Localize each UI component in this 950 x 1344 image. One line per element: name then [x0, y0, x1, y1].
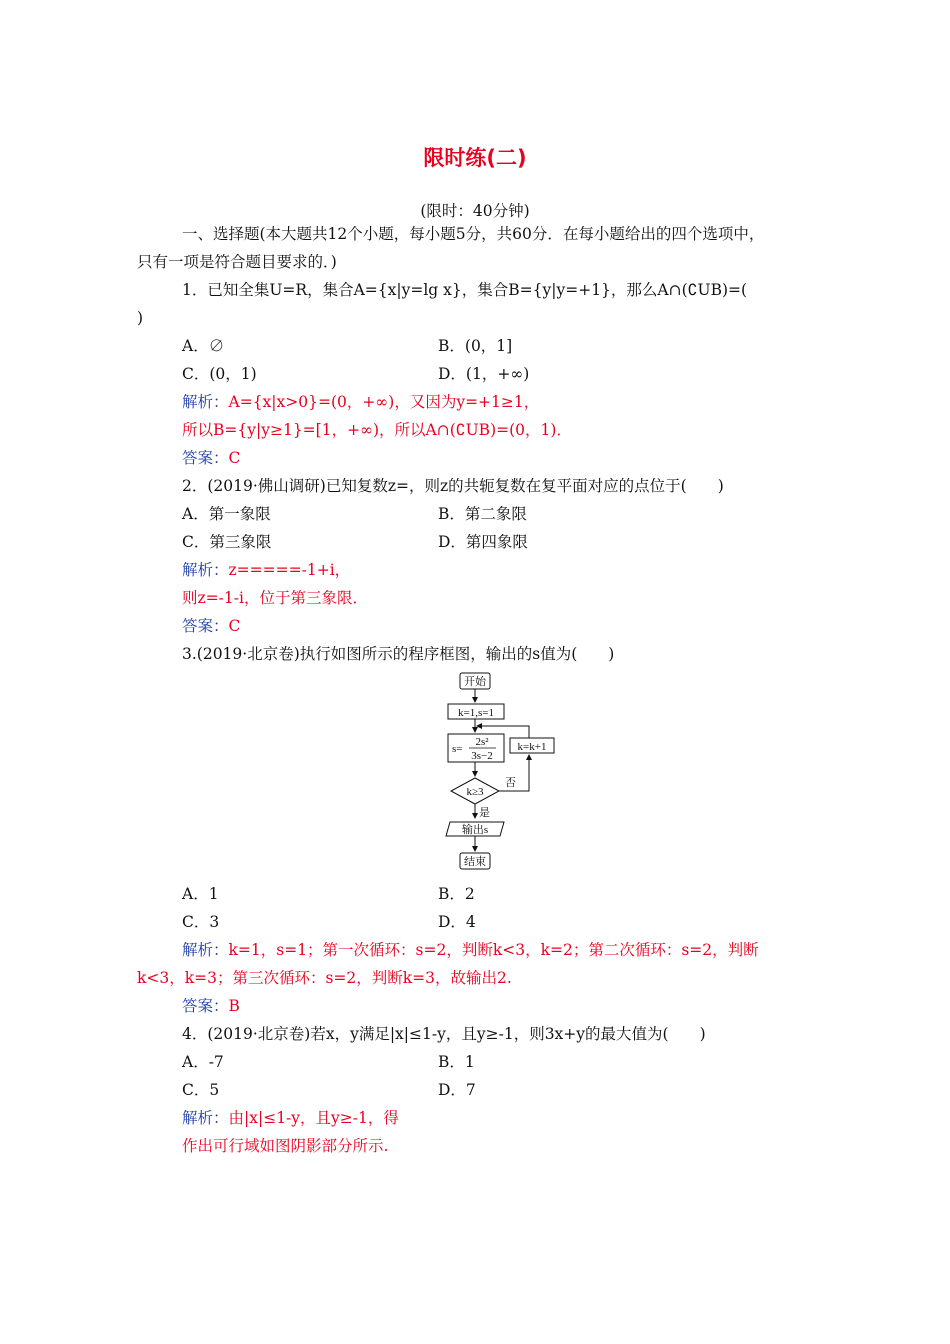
no-label: 否 — [505, 777, 516, 789]
q2-answer-value: C — [228, 617, 241, 635]
q3-solution-line-2: k<3，k=3；第三次循环：s=2，判断k=3，故输出2. — [137, 969, 512, 987]
intro-line-1: 一、选择题(本大题共12个小题，每小题5分，共60分．在每小题给出的四个选项中， — [182, 225, 765, 243]
q1-stem: 1．已知全集U=R，集合A={x|y=lg x}，集合B={y|y=+1}，那么A∩(∁UB)=( — [182, 281, 748, 299]
q3-option-a: A．1 — [182, 885, 219, 903]
q2-solution-text-1: z=====-1+i， — [228, 561, 351, 579]
page-title: 限时练(二) — [423, 146, 527, 170]
q4-option-a: A．-7 — [182, 1053, 224, 1071]
q3-option-c: C．3 — [182, 913, 220, 931]
q3-solution-label: 解析： — [182, 941, 229, 959]
q3-solution-text-1: k=1，s=1；第一次循环：s=2，判断k<3，k=2；第二次循环：s=2，判断 — [228, 941, 759, 959]
q3-answer — [182, 996, 240, 1016]
q2-option-c: C．第三象限 — [182, 533, 272, 551]
fraction-denominator: 3s−2 — [471, 750, 493, 762]
q1-solution-line-2: 所以B={y|y≥1}=[1，+∞)，所以A∩(∁UB)=(0，1)． — [182, 421, 572, 439]
q1-answer-value: C — [228, 449, 241, 467]
q4-option-c: C．5 — [182, 1081, 220, 1099]
q2-answer-label: 答案： — [182, 617, 229, 635]
q2-solution-label: 解析： — [182, 561, 229, 579]
q3-option-b: B．2 — [438, 885, 475, 903]
yes-label: 是 — [479, 807, 490, 819]
output-label: 输出s — [461, 824, 489, 836]
q3-answer-value: B — [228, 997, 240, 1015]
q4-solution-label: 解析： — [182, 1109, 229, 1127]
q4-solution-line-2: 作出可行域如图阴影部分所示. — [182, 1137, 389, 1155]
time-limit: (限时：40分钟) — [420, 202, 530, 220]
q2-answer — [182, 616, 240, 636]
q3-stem: 3.(2019·北京卷)执行如图所示的程序框图，输出的s值为( ) — [182, 645, 615, 663]
q2-option-d: D．第四象限 — [438, 533, 528, 551]
q1-option-b: B．(0，1] — [438, 337, 513, 355]
q4-option-b: B．1 — [438, 1053, 475, 1071]
q4-solution-text-1: 由|x|≤1-y，且y≥-1，得 — [228, 1109, 399, 1127]
init-label: k=1,s=1 — [458, 707, 494, 719]
q2-option-b: B．第二象限 — [438, 505, 527, 523]
q2-solution-line-2: 则z=-1-i，位于第三象限． — [182, 589, 368, 607]
q4-option-d: D．7 — [438, 1081, 476, 1099]
end-label: 结束 — [464, 856, 486, 868]
q2-option-a: A．第一象限 — [182, 505, 271, 523]
q1-option-c: C．(0，1) — [182, 365, 257, 383]
q1-answer-label: 答案： — [182, 449, 229, 467]
condition-label: k≥3 — [466, 786, 484, 798]
intro-line-2: 只有一项是符合题目要求的．) — [137, 253, 337, 271]
start-label: 开始 — [464, 676, 486, 688]
q3-solution-line-1 — [182, 940, 759, 960]
assign-label: s= — [452, 743, 463, 755]
q2-stem: 2．(2019·佛山调研)已知复数z=，则z的共轭复数在复平面对应的点位于( ) — [182, 477, 724, 495]
q3-option-d: D．4 — [438, 913, 476, 931]
program-flowchart — [436, 668, 566, 874]
q1-answer — [182, 448, 240, 468]
q1-solution-line-1 — [182, 392, 539, 412]
q1-stem-cont: ) — [137, 309, 144, 327]
q2-solution-line-1 — [182, 560, 350, 580]
q1-solution-label: 解析： — [182, 393, 229, 411]
q4-stem: 4．(2019·北京卷)若x，y满足|x|≤1-y，且y≥-1，则3x+y的最大值为( ) — [182, 1025, 706, 1043]
q4-solution-line-1 — [182, 1108, 399, 1128]
increment-label: k=k+1 — [517, 741, 547, 753]
q1-solution-text-1: A={x|x>0}=(0，+∞)，又因为y=+1≥1， — [228, 393, 540, 411]
q1-option-d: D．(1，+∞) — [438, 365, 530, 383]
q3-answer-label: 答案： — [182, 997, 229, 1015]
fraction-numerator: 2s² — [475, 736, 489, 748]
q1-option-a: A．∅ — [182, 337, 225, 355]
